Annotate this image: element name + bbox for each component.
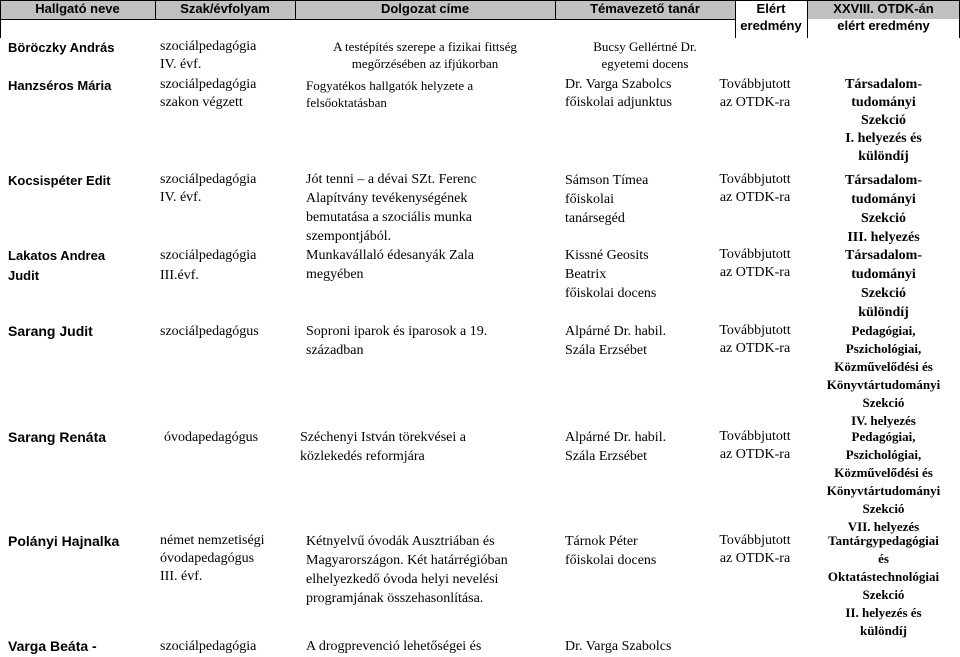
thesis-title: Kétnyelvű óvodák Ausztriában és Magyarországon. Két határrégióban elhelyezkedő óvoda helyi nevelési programjának összehasonlítása. xyxy=(306,534,508,606)
thesis-title: A drogprevenció lehetőségei és xyxy=(306,639,482,654)
otdk-award: Társadalom- tudományi Szekció III. helyezés xyxy=(845,173,922,245)
header-result: Elért eredmény xyxy=(740,1,802,33)
otdk-award: Pedagógiai, Pszichológiai, Közművelődési és Könyvtártudományi Szekció VII. helyezés xyxy=(826,429,941,534)
supervisor: Alpárné Dr. habil. Szála Erzsébet xyxy=(565,430,667,464)
header-major: Szak/évfolyam xyxy=(180,1,270,16)
supervisor: Alpárné Dr. habil. Szála Erzsébet xyxy=(565,324,667,358)
thesis-title: Jót tenni – a dévai SZt. Ferenc Alapítvány tevékenységének bemutatása a szociális munka szempontjából. xyxy=(306,172,477,244)
student-name: Sarang Renáta xyxy=(8,429,107,445)
otdk-award: Társadalom- tudományi Szekció I. helyezés és különdíj xyxy=(845,77,922,164)
student-name: Varga Beáta - xyxy=(8,638,97,654)
supervisor: Kissné Geosits Beatrix főiskolai docens xyxy=(565,248,657,301)
supervisor: Bucsy Gellértné Dr. egyetemi docens xyxy=(593,39,697,71)
result: Továbbjutott az OTDK-ra xyxy=(719,323,791,356)
header-student: Hallgató neve xyxy=(35,1,120,16)
supervisor: Tárnok Péter főiskolai docens xyxy=(565,534,657,568)
supervisor: Sámson Tímea főiskolai tanársegéd xyxy=(565,173,649,226)
major: szociálpedagógus xyxy=(160,324,259,339)
result: Továbbjutott az OTDK-ra xyxy=(719,77,791,110)
supervisor: Dr. Varga Szabolcs főiskolai adjunktus xyxy=(565,77,672,110)
major: óvodapedagógus xyxy=(164,430,259,445)
table-header xyxy=(0,0,960,38)
result: Továbbjutott az OTDK-ra xyxy=(719,533,791,566)
thesis-title: Széchenyi István törekvései a közlekedés reformjára xyxy=(300,430,466,464)
header-supervisor: Témavezető tanár xyxy=(590,1,700,16)
major: német nemzetiségi óvodapedagógus III. évf. xyxy=(160,533,265,584)
student-name: Kocsispéter Edit xyxy=(8,173,111,188)
student-name: Lakatos Andrea Judit xyxy=(8,248,106,283)
major: szociálpedagógia IV. évf. xyxy=(160,172,257,205)
otdk-award: Társadalom- tudományi Szekció különdíj xyxy=(845,248,922,320)
otdk-award: Pedagógiai, Pszichológiai, Közművelődési és Könyvtártudományi Szekció IV. helyezés xyxy=(826,323,941,428)
thesis-title: Munkavállaló édesanyák Zala megyében xyxy=(306,248,474,282)
thesis-title: Soproni iparok és iparosok a 19. században xyxy=(306,324,488,358)
student-name: Polányi Hajnalka xyxy=(8,533,120,549)
major: szociálpedagógia xyxy=(160,639,257,654)
header-otdk: XXVIII. OTDK-án elért eredmény xyxy=(833,1,934,33)
header-title: Dolgozat címe xyxy=(380,1,470,16)
major: szociálpedagógia III.évf. xyxy=(160,248,257,283)
thesis-title: Fogyatékos hallgatók helyzete a felsőoktatásban xyxy=(306,78,474,110)
thesis-title: A testépítés szerepe a fizikai fittség megőrzésében az ifjúkorban xyxy=(333,39,517,71)
major: szociálpedagógia szakon végzett xyxy=(160,77,257,110)
student-name: Böröczky András xyxy=(8,40,115,55)
major: szociálpedagógia IV. évf. xyxy=(160,39,257,72)
result: Továbbjutott az OTDK-ra xyxy=(719,172,791,205)
student-name: Sarang Judit xyxy=(8,323,93,339)
otdk-award: Tantárgypedagógiai és Oktatástechnológiai Szekció II. helyezés és különdíj xyxy=(827,533,940,638)
supervisor: Dr. Varga Szabolcs xyxy=(565,639,672,654)
result: Továbbjutott az OTDK-ra xyxy=(719,429,791,462)
result: Továbbjutott az OTDK-ra xyxy=(719,247,791,280)
student-name: Hanzséros Mária xyxy=(8,78,112,93)
